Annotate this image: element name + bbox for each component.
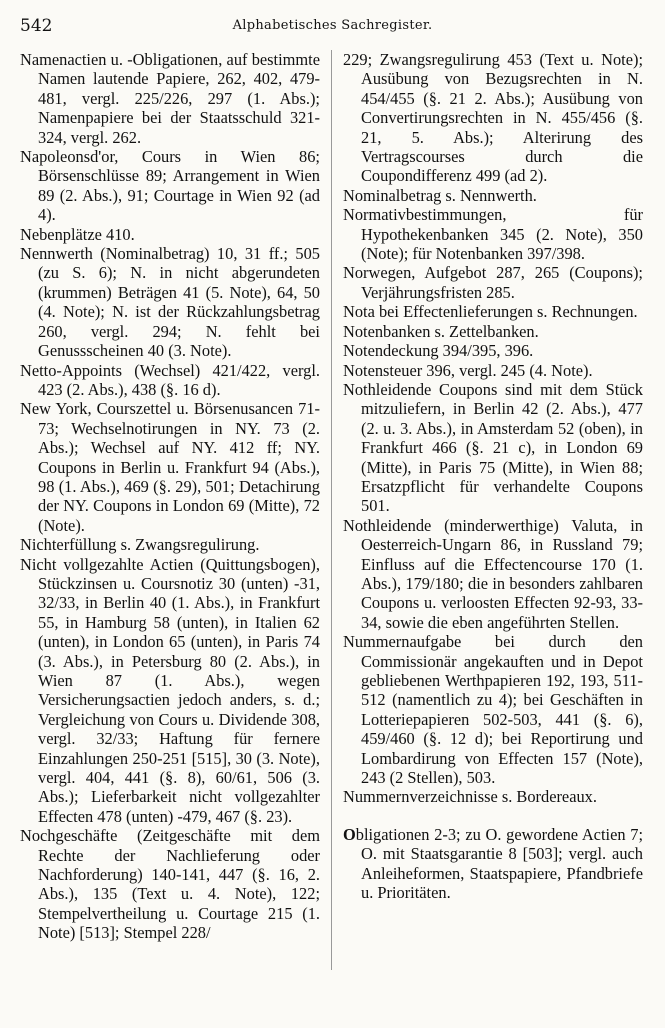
section-o-text: bligationen 2-3; zu O. gewordene Actien 7; O. mit Staatsgarantie 8 [503]; vergl. auch Anleiheformen, Staatspapiere, Pfandbriefe u. Prioritäten. xyxy=(355,824,643,903)
column-divider xyxy=(331,50,332,970)
running-head: Alphabetisches Sachregister. xyxy=(232,18,433,33)
left-column xyxy=(20,50,320,943)
page-number: 542 xyxy=(20,16,53,36)
index-entry: Napoleonsd'or, Cours in Wien 86; Börsenschlüsse 89; Arrangement in Wien 89 (2. Abs.), 91; Courtage in Wien 92 (ad 4). xyxy=(20,147,320,225)
index-entry: Notensteuer 396, vergl. 245 (4. Note). xyxy=(343,360,593,380)
index-entry: Nicht vollgezahlte Actien (Quittungsbogen), Stückzinsen u. Coursnotiz 30 (unten) -31, 32/33, in Berlin 40 (1. Abs.), in Frankfurt 55, in Hamburg 58 (unten), in Italien 62 (unten), in London 65 (unten), in Paris 74 (3. Abs.), in Petersburg 80 (2. Abs.), in Wien 87 (1. Abs.), wegen Versicherungsactien jedoch anders, s. d.; Vergleichung von Cours u. Dividende 308, vergl. 32/33; Haftung für fernere Einzahlungen 250-251 [515], 30 (3. Note), vergl. 404, 441 (§. 8), 60/61, 506 (3. Abs.); Lieferbarkeit nicht vollgezahlter Effecten 478 (unten) -479, 467 (§. 23). xyxy=(20,554,320,826)
index-entry: Notendeckung 394/395, 396. xyxy=(343,341,534,361)
index-entry: Nebenplätze 410. xyxy=(20,224,135,244)
right-column xyxy=(343,50,643,902)
index-entry: Nothleidende (minderwerthige) Valuta, in Oesterreich-Ungarn 86, in Russland 79; Einfluss auf die Effectencourse 170 (1. Abs.), 179/180; die in besonders zahlbaren Coupons u. verloosten Effecten 92-93, 33-34, sowie die eben angeführten Stellen. xyxy=(343,515,643,632)
index-entry: Normativbestimmungen, für Hypothekenbanken 345 (2. Note), 350 (Note); für Notenbanken 397/398. xyxy=(343,205,643,264)
index-entry: Namenactien u. -Obligationen, auf bestimmte Namen lautende Papiere, 262, 402, 479-481, vergl. 225/226, 297 (1. Abs.); Namenpapiere bei der Staatsschuld 321-324, vergl. 262. xyxy=(20,50,320,147)
index-entry-continuation: 229; Zwangsregulirung 453 (Text u. Note); Ausübung von Bezugsrechten in N. 454/455 (§. 21 2. Abs.); Ausübung von Convertirungsrechten in N. 455/456 (§. 21, 5. Abs.); Alterirung des Vertragscourses durch die Coupondifferenz 499 (ad 2). xyxy=(343,50,643,186)
index-entry: New York, Courszettel u. Börsenusancen 71-73; Wechselnotirungen in NY. 73 (2. Abs.); Wechsel auf NY. 412 ff; NY. Coupons in Berlin u. Frankfurt 94 (Abs.), 98 (1. Abs.), 469 (§. 29), 501; Detachirung der NY. Coupons in London 69 (Mitte), 72 (Note). xyxy=(20,399,320,535)
index-entry: Nothleidende Coupons sind mit dem Stück mitzuliefern, in Berlin 42 (2. Abs.), 477 (2. u. 3. Abs.), in Amsterdam 52 (oben), in Frankfurt 466 (§. 21 c), in London 69 (Mitte), in Paris 75 (Mitte), in Wien 88; Ersatzpflicht für verhandelte Coupons 501. xyxy=(343,379,643,516)
index-entry: Nochgeschäfte (Zeitgeschäfte mit dem Rechte der Nachlieferung oder Nachforderung) 140-141, 447 (§. 16, 2. Abs.), 135 (Text u. 4. Note), 122; Stempelvertheilung u. Courtage 215 (1. Note) [513]; Stempel 228/ xyxy=(20,826,320,943)
index-entry: Nummernaufgabe bei durch den Commissionär angekauften und in Depot gebliebenen Werthpapieren 192, 193, 511-512 (namentlich zu 4); bei Geschäften in Lotteriepapieren 502-503, 441 (§. 6), 459/460 (§. 12 d); bei Reportirung und Lombardirung von Effecten 157 (Note), 243 (2 Stellen), 503. xyxy=(343,632,643,788)
index-entry: Nennwerth (Nominalbetrag) 10, 31 ff.; 505 (zu S. 6); N. in nicht abgerundeten (krummen) Beträgen 41 (5. Note), 64, 50 (4. Note); N. ist der Rückzahlungsbetrag 260, vergl. 294; N. fehlt bei Genussscheinen 40 (3. Note). xyxy=(20,244,320,361)
index-entry: Norwegen, Aufgebot 287, 265 (Coupons); Verjährungsfristen 285. xyxy=(343,263,643,302)
index-entry: Netto-Appoints (Wechsel) 421/422, vergl. 423 (2. Abs.), 438 (§. 16 d). xyxy=(20,360,320,399)
index-entry: Notenbanken s. Zettelbanken. xyxy=(343,321,539,341)
index-entry: Nota bei Effectenlieferungen s. Rechnungen. xyxy=(343,302,638,322)
index-entry: Nichterfüllung s. Zwangsregulirung. xyxy=(20,535,260,555)
index-entry: Nummernverzeichnisse s. Bordereaux. xyxy=(343,787,597,807)
section-o-entry xyxy=(343,825,643,903)
page-header xyxy=(20,16,645,40)
index-entry: Nominalbetrag s. Nennwerth. xyxy=(343,185,537,205)
section-initial: O xyxy=(343,824,356,844)
